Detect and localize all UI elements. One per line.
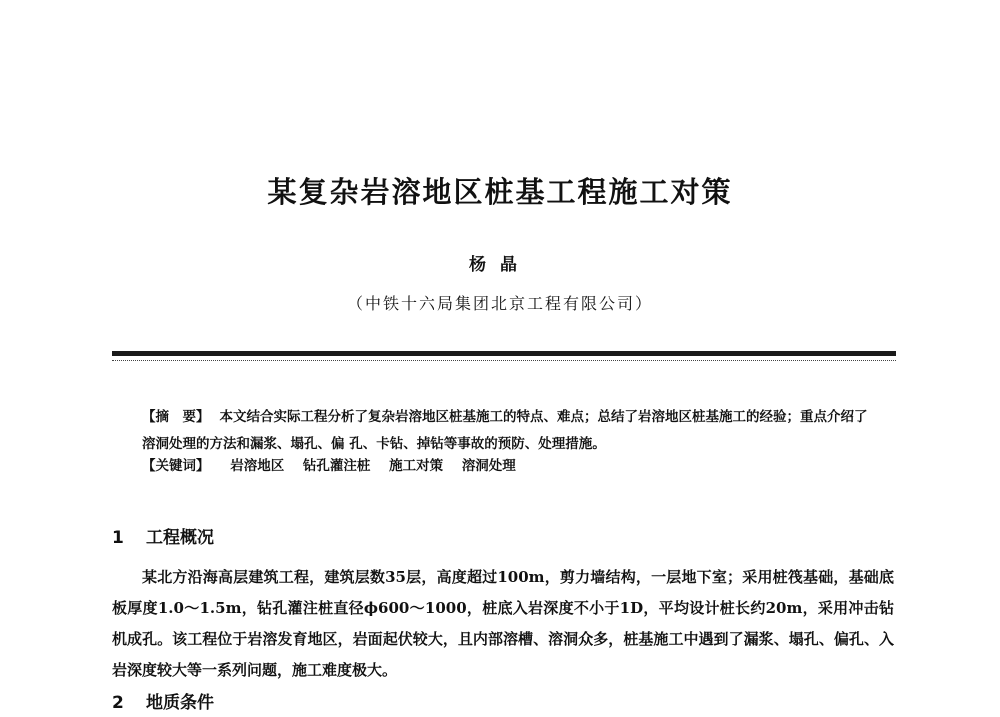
section-number: 1	[112, 528, 124, 548]
section-heading	[112, 523, 214, 548]
author-affiliation: （中铁十六局集团北京工程有限公司）	[346, 294, 653, 313]
header-rule-thin	[112, 360, 896, 361]
keywords-label: 【关键词】	[142, 458, 210, 474]
section-body: 某北方沿海高层建筑工程，建筑层数35层，高度超过100m，剪力墙结构，一层地下室；采用桩筏基础，基础底板厚度1.0～1.5m，钻孔灌注桩直径ϕ600～1000，桩底入岩深度不小于1D，平均设计桩长约20m，采用冲击钻机成孔。该工程位于岩溶发育地区，岩面起伏较大，且内部溶槽、溶洞众多，桩基施工中遇到了漏浆、塌孔、偏孔、入岩深度较大等一系列问题，施工难度极大。	[112, 568, 894, 679]
section-title: 工程概况	[146, 528, 214, 548]
section-title: 地质条件	[146, 693, 214, 713]
paper-title: 某复杂岩溶地区桩基工程施工对策	[267, 175, 733, 209]
section-heading	[112, 688, 214, 713]
author-name: 杨晶	[469, 255, 531, 275]
keyword-item: 施工对策	[389, 458, 444, 474]
section-number: 2	[112, 693, 124, 713]
header-rule-thick	[112, 351, 896, 356]
abstract-text: 本文结合实际工程分析了复杂岩溶地区桩基施工的特点、难点；总结了岩溶地区桩基施工的经验；重点介绍了溶洞处理的方法和漏浆、塌孔、偏 孔、卡钻、掉钻等事故的预防、处理措施。	[142, 409, 868, 452]
abstract-label: 【摘 要】	[142, 409, 210, 425]
keyword-item: 岩溶地区	[230, 458, 285, 474]
abstract-block	[142, 404, 872, 458]
keyword-item: 钻孔灌注桩	[302, 458, 371, 474]
keyword-item: 溶洞处理	[461, 458, 516, 474]
keywords-block	[142, 454, 872, 478]
